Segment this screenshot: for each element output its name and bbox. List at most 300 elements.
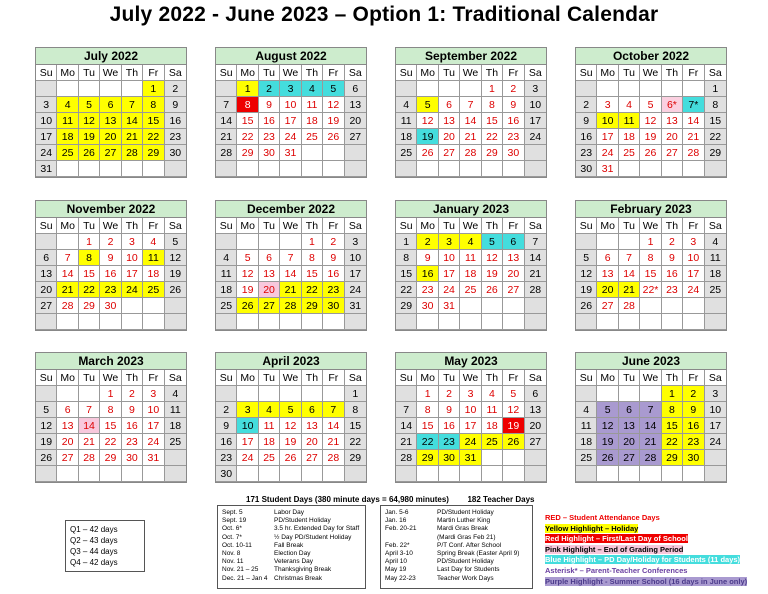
day-cell: 10 [439, 250, 460, 266]
empty-day-cell [345, 466, 366, 482]
day-header: Sa [705, 65, 726, 81]
empty-day-cell [619, 81, 640, 97]
day-cell: 4 [165, 386, 186, 402]
day-cell: 22 [345, 434, 366, 450]
day-cell: 6 [439, 97, 460, 113]
event-date: Sept. 19 [222, 517, 247, 525]
day-cell: 28 [280, 298, 301, 314]
day-header: Tu [79, 370, 100, 386]
empty-day-cell [597, 234, 618, 250]
day-cell: 30 [503, 145, 524, 161]
empty-day-cell [216, 81, 237, 97]
empty-day-cell [482, 314, 503, 330]
day-cell: 12 [576, 266, 597, 282]
empty-day-cell [36, 386, 57, 402]
event-description: ½ Day PD/Student Holiday [274, 533, 352, 541]
month-name: December 2022 [216, 201, 366, 218]
day-cell: 6 [525, 386, 546, 402]
month-grid [576, 218, 726, 330]
day-cell: 23 [576, 145, 597, 161]
day-cell: 21 [79, 434, 100, 450]
empty-day-cell [57, 466, 78, 482]
empty-day-cell [143, 298, 164, 314]
event-row [385, 558, 528, 566]
day-cell: 7* [683, 97, 704, 113]
empty-day-cell [525, 314, 546, 330]
day-cell: 24 [36, 145, 57, 161]
events-list-left [217, 505, 366, 589]
quarter-4: Q4 – 42 days [70, 558, 118, 567]
day-cell: 15 [345, 418, 366, 434]
day-header: Th [482, 370, 503, 386]
empty-day-cell [79, 386, 100, 402]
empty-day-cell [122, 81, 143, 97]
day-cell: 28 [57, 298, 78, 314]
day-header: Fr [143, 370, 164, 386]
month-april-2023 [215, 352, 367, 483]
day-cell: 13 [503, 250, 524, 266]
day-cell: 23 [259, 129, 280, 145]
day-header: Su [576, 370, 597, 386]
day-cell: 29 [302, 298, 323, 314]
empty-day-cell [705, 450, 726, 466]
day-header: Fr [683, 218, 704, 234]
day-cell: 24 [122, 282, 143, 298]
day-cell: 16 [662, 266, 683, 282]
day-cell: 13 [439, 113, 460, 129]
day-cell: 18 [216, 282, 237, 298]
day-cell: 3 [439, 234, 460, 250]
empty-day-cell [165, 450, 186, 466]
day-cell: 9 [122, 402, 143, 418]
day-cell: 14 [396, 418, 417, 434]
day-cell: 22 [100, 434, 121, 450]
month-july-2022 [35, 47, 187, 178]
day-cell: 26 [165, 282, 186, 298]
day-cell: 1 [662, 386, 683, 402]
day-cell: 9 [503, 97, 524, 113]
day-cell: 12 [165, 250, 186, 266]
legend-item: Yellow Highlight – Holiday [545, 523, 639, 533]
day-cell: 16 [417, 266, 438, 282]
empty-day-cell [503, 450, 524, 466]
empty-day-cell [302, 161, 323, 177]
day-cell: 17 [280, 113, 301, 129]
day-cell: 21 [640, 434, 661, 450]
day-header: We [100, 218, 121, 234]
day-cell: 2 [259, 81, 280, 97]
day-cell: 9 [323, 250, 344, 266]
day-cell: 6 [302, 402, 323, 418]
day-header: Su [576, 218, 597, 234]
empty-day-cell [122, 298, 143, 314]
month-name: March 2023 [36, 353, 186, 370]
event-row [385, 525, 528, 533]
day-cell: 19 [79, 129, 100, 145]
legend-item: Red Highlight – First/Last Day of School [545, 534, 688, 544]
day-cell: 14 [460, 113, 481, 129]
day-cell: 9 [259, 97, 280, 113]
day-cell: 4 [705, 234, 726, 250]
day-cell: 13 [619, 418, 640, 434]
month-name: May 2023 [396, 353, 546, 370]
day-cell: 22 [396, 282, 417, 298]
day-header: We [280, 370, 301, 386]
day-cell: 26 [503, 434, 524, 450]
empty-day-cell [503, 298, 524, 314]
day-header: Su [216, 218, 237, 234]
day-cell: 25 [619, 145, 640, 161]
month-name: September 2022 [396, 48, 546, 65]
empty-day-cell [280, 161, 301, 177]
day-cell: 17 [143, 418, 164, 434]
day-cell: 13 [662, 113, 683, 129]
day-cell: 25 [143, 282, 164, 298]
day-header: Th [302, 218, 323, 234]
empty-day-cell [439, 466, 460, 482]
day-cell: 8 [302, 250, 323, 266]
day-cell: 2 [323, 234, 344, 250]
empty-day-cell [525, 161, 546, 177]
day-cell: 26 [417, 145, 438, 161]
month-february-2023 [575, 200, 727, 331]
empty-day-cell [165, 161, 186, 177]
empty-day-cell [259, 234, 280, 250]
day-cell: 1 [482, 81, 503, 97]
empty-day-cell [683, 81, 704, 97]
empty-day-cell [417, 161, 438, 177]
empty-day-cell [576, 314, 597, 330]
day-cell: 7 [216, 97, 237, 113]
day-cell: 2 [662, 234, 683, 250]
empty-day-cell [597, 314, 618, 330]
empty-day-cell [345, 314, 366, 330]
day-header: Sa [705, 370, 726, 386]
day-cell: 15 [396, 266, 417, 282]
empty-day-cell [216, 161, 237, 177]
empty-day-cell [683, 314, 704, 330]
empty-day-cell [619, 466, 640, 482]
event-description: Last Day for Students [437, 566, 500, 574]
day-cell: 4 [396, 97, 417, 113]
day-cell: 15 [143, 113, 164, 129]
day-cell: 10 [237, 418, 258, 434]
day-cell: 30 [323, 298, 344, 314]
day-cell: 8 [345, 402, 366, 418]
day-cell: 5 [503, 386, 524, 402]
day-cell: 18 [460, 266, 481, 282]
month-grid [216, 65, 366, 177]
empty-day-cell [36, 314, 57, 330]
event-row [222, 534, 361, 542]
day-cell: 20 [57, 434, 78, 450]
day-cell: 14 [57, 266, 78, 282]
empty-day-cell [122, 161, 143, 177]
day-cell: 6 [619, 402, 640, 418]
day-header: Tu [439, 65, 460, 81]
empty-day-cell [683, 298, 704, 314]
day-cell: 31 [439, 298, 460, 314]
day-cell: 8 [237, 97, 258, 113]
empty-day-cell [57, 161, 78, 177]
day-cell: 12 [280, 418, 301, 434]
day-cell: 12 [482, 250, 503, 266]
event-date: Dec. 21 – Jan 4 [222, 574, 268, 582]
day-cell: 28 [619, 298, 640, 314]
day-header: Th [122, 218, 143, 234]
event-row [385, 517, 528, 525]
day-cell: 23 [165, 129, 186, 145]
day-cell: 25 [576, 450, 597, 466]
day-cell: 9 [439, 402, 460, 418]
day-cell: 12 [417, 113, 438, 129]
day-cell: 8 [662, 402, 683, 418]
day-cell: 1 [237, 81, 258, 97]
day-cell: 12 [237, 266, 258, 282]
empty-day-cell [460, 298, 481, 314]
empty-day-cell [122, 314, 143, 330]
empty-day-cell [705, 466, 726, 482]
day-cell: 18 [165, 418, 186, 434]
day-cell: 17 [439, 266, 460, 282]
day-cell: 23 [216, 450, 237, 466]
day-cell: 4 [619, 97, 640, 113]
day-cell: 23 [417, 282, 438, 298]
day-cell: 25 [302, 129, 323, 145]
event-row [385, 575, 528, 583]
day-header: Fr [323, 218, 344, 234]
day-cell: 30 [259, 145, 280, 161]
empty-day-cell [640, 386, 661, 402]
day-header: We [460, 370, 481, 386]
day-cell: 8 [705, 97, 726, 113]
day-cell: 5 [482, 234, 503, 250]
day-cell: 29 [79, 298, 100, 314]
day-cell: 31 [36, 161, 57, 177]
events-list-right [380, 505, 533, 589]
day-cell: 23 [662, 282, 683, 298]
day-cell: 27 [503, 282, 524, 298]
event-row [385, 534, 528, 542]
day-cell: 20 [525, 418, 546, 434]
empty-day-cell [280, 386, 301, 402]
day-cell: 18 [482, 418, 503, 434]
day-cell: 26 [280, 450, 301, 466]
month-name: February 2023 [576, 201, 726, 218]
empty-day-cell [216, 314, 237, 330]
day-cell: 24 [525, 129, 546, 145]
day-cell: 30 [100, 298, 121, 314]
day-cell: 25 [165, 434, 186, 450]
day-cell: 29 [662, 450, 683, 466]
day-cell: 4 [482, 386, 503, 402]
day-header: Su [36, 370, 57, 386]
event-row [222, 566, 361, 574]
day-cell: 21 [619, 282, 640, 298]
empty-day-cell [460, 161, 481, 177]
event-date: Nov. 8 [222, 550, 241, 558]
day-header: Tu [619, 65, 640, 81]
teacher-days-summary: 182 Teacher Days [467, 495, 535, 504]
day-header: Mo [57, 65, 78, 81]
day-header: Th [122, 370, 143, 386]
day-cell: 14 [619, 266, 640, 282]
event-date: Oct. 10-11 [222, 541, 252, 549]
day-cell: 17 [36, 129, 57, 145]
day-header: Tu [439, 370, 460, 386]
day-header: Fr [503, 218, 524, 234]
day-cell: 25 [396, 145, 417, 161]
day-cell: 14 [323, 418, 344, 434]
day-header: Th [662, 218, 683, 234]
empty-day-cell [525, 466, 546, 482]
month-grid [576, 370, 726, 482]
empty-day-cell [417, 81, 438, 97]
day-cell: 4 [576, 402, 597, 418]
month-january-2023 [395, 200, 547, 331]
event-description: (Mardi Gras Feb 21) [437, 533, 496, 541]
day-cell: 19 [503, 418, 524, 434]
empty-day-cell [662, 161, 683, 177]
empty-day-cell [36, 234, 57, 250]
day-cell: 2 [122, 386, 143, 402]
day-cell: 18 [143, 266, 164, 282]
day-cell: 23 [323, 282, 344, 298]
day-header: Sa [705, 218, 726, 234]
day-cell: 9 [417, 250, 438, 266]
legend-row [545, 577, 747, 588]
event-description: Mardi Gras Break [437, 525, 488, 533]
day-header: We [280, 65, 301, 81]
day-header: Mo [417, 65, 438, 81]
day-cell: 3 [705, 386, 726, 402]
day-cell: 8 [417, 402, 438, 418]
day-cell: 1 [143, 81, 164, 97]
day-cell: 28 [122, 145, 143, 161]
day-cell: 13 [100, 113, 121, 129]
day-cell: 28 [683, 145, 704, 161]
legend-row [545, 534, 747, 545]
day-cell: 17 [460, 418, 481, 434]
month-grid [216, 218, 366, 330]
event-date: May 22-23 [385, 574, 416, 582]
day-cell: 17 [122, 266, 143, 282]
day-cell: 10 [36, 113, 57, 129]
day-cell: 14 [122, 113, 143, 129]
day-header: Fr [683, 65, 704, 81]
day-cell: 20 [259, 282, 280, 298]
event-date: Jan. 16 [385, 517, 407, 525]
day-cell: 19 [417, 129, 438, 145]
day-cell: 12 [503, 402, 524, 418]
day-header: Mo [597, 218, 618, 234]
day-cell: 4 [302, 81, 323, 97]
day-cell: 15 [100, 418, 121, 434]
empty-day-cell [237, 466, 258, 482]
empty-day-cell [237, 234, 258, 250]
day-cell: 6 [259, 250, 280, 266]
day-cell: 21 [683, 129, 704, 145]
empty-day-cell [662, 81, 683, 97]
day-cell: 20 [503, 266, 524, 282]
day-cell: 16 [100, 266, 121, 282]
day-cell: 16 [122, 418, 143, 434]
day-cell: 15 [417, 418, 438, 434]
day-cell: 15 [640, 266, 661, 282]
day-cell: 10 [683, 250, 704, 266]
day-cell: 12 [323, 97, 344, 113]
day-cell: 22 [482, 129, 503, 145]
day-header: Fr [503, 370, 524, 386]
empty-day-cell [323, 161, 344, 177]
empty-day-cell [396, 161, 417, 177]
day-cell: 22 [237, 129, 258, 145]
day-cell: 10 [143, 402, 164, 418]
day-cell: 31 [460, 450, 481, 466]
day-cell: 4 [57, 97, 78, 113]
day-cell: 23 [503, 129, 524, 145]
day-cell: 26 [323, 129, 344, 145]
day-cell: 30 [439, 450, 460, 466]
empty-day-cell [705, 314, 726, 330]
empty-day-cell [597, 386, 618, 402]
empty-day-cell [640, 466, 661, 482]
day-cell: 4 [216, 250, 237, 266]
day-cell: 21 [460, 129, 481, 145]
day-cell: 6 [345, 81, 366, 97]
day-cell: 11 [302, 97, 323, 113]
day-cell: 20 [439, 129, 460, 145]
day-cell: 13 [345, 97, 366, 113]
month-august-2022 [215, 47, 367, 178]
day-cell: 11 [460, 250, 481, 266]
month-name: April 2023 [216, 353, 366, 370]
empty-day-cell [662, 466, 683, 482]
day-cell: 16 [216, 434, 237, 450]
empty-day-cell [100, 81, 121, 97]
empty-day-cell [122, 466, 143, 482]
day-header: Su [396, 218, 417, 234]
day-cell: 28 [460, 145, 481, 161]
day-cell: 29 [345, 450, 366, 466]
month-grid [36, 65, 186, 177]
day-cell: 6 [100, 97, 121, 113]
day-header: Sa [165, 65, 186, 81]
day-cell: 27 [259, 298, 280, 314]
empty-day-cell [100, 161, 121, 177]
month-october-2022 [575, 47, 727, 178]
month-name: January 2023 [396, 201, 546, 218]
day-cell: 23 [122, 434, 143, 450]
day-cell: 21 [396, 434, 417, 450]
empty-day-cell [143, 466, 164, 482]
day-header: Su [396, 370, 417, 386]
day-cell: 1 [640, 234, 661, 250]
day-cell: 12 [36, 418, 57, 434]
calendar-title: July 2022 - June 2023 – Option 1: Traditional Calendar [109, 3, 659, 26]
event-description: PD/Student Holiday [274, 517, 331, 525]
empty-day-cell [597, 466, 618, 482]
day-cell: 4 [460, 234, 481, 250]
day-cell: 19 [640, 129, 661, 145]
day-cell: 15 [79, 266, 100, 282]
empty-day-cell [79, 314, 100, 330]
day-cell: 22 [143, 129, 164, 145]
month-november-2022 [35, 200, 187, 331]
day-header: We [460, 65, 481, 81]
day-cell: 3 [280, 81, 301, 97]
empty-day-cell [619, 314, 640, 330]
